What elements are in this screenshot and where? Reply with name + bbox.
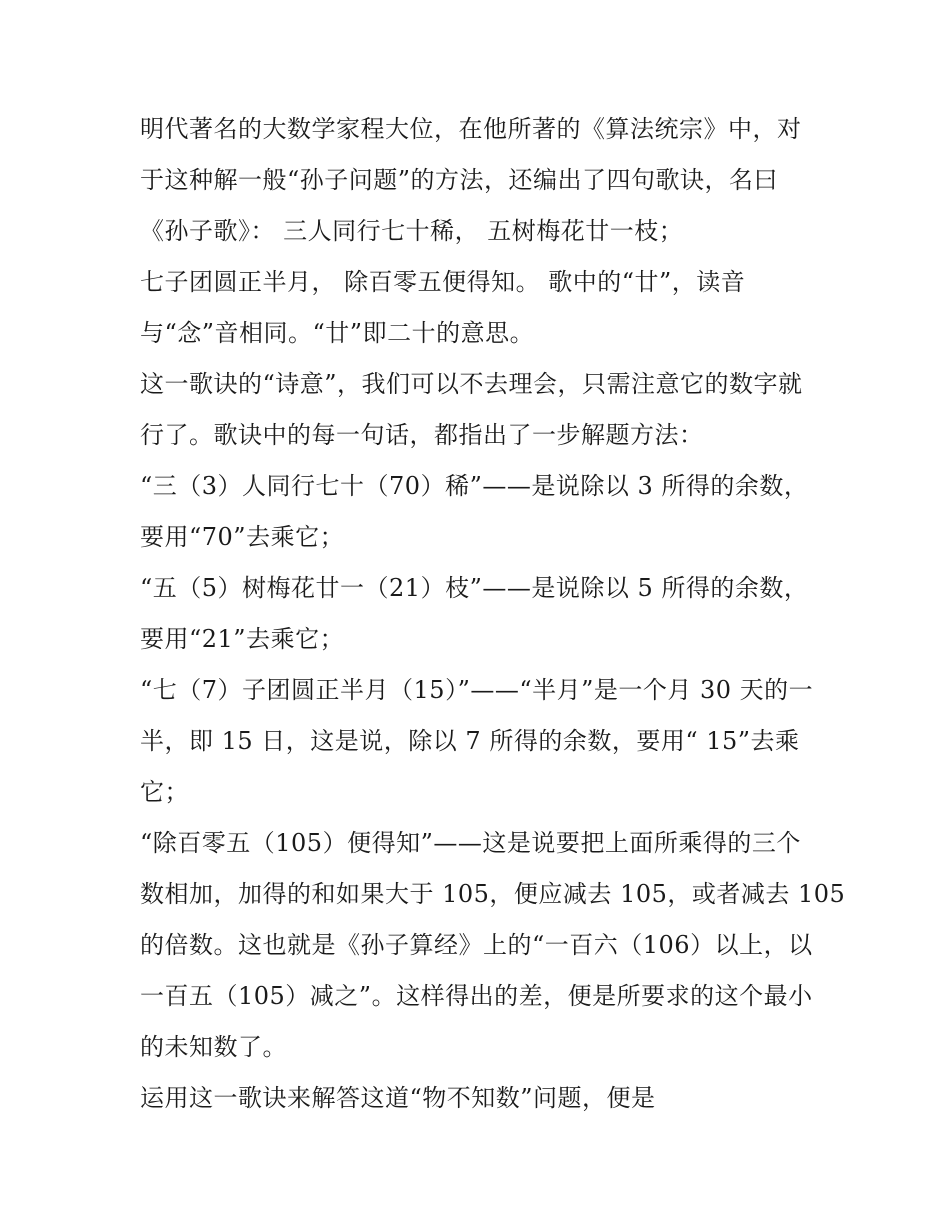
- text-line: 七子团圆正半月， 除百零五便得知。 歌中的“廿”，读音: [140, 268, 746, 296]
- text-line: “除百零五（105）便得知”——这是说要把上面所乘得的三个: [140, 829, 801, 857]
- text-line: “三（3）人同行七十（70）稀”——是说除以 3 所得的余数，: [140, 472, 809, 500]
- text-line: 的未知数了。: [140, 1033, 287, 1061]
- text-line: 《孙子歌》： 三人同行七十稀， 五树梅花廿一枝；: [140, 217, 684, 245]
- text-line: 数相加，加得的和如果大于 105，便应减去 105，或者减去 105: [140, 880, 846, 908]
- text-line: 一百五（105）减之”。这样得出的差，便是所要求的这个最小: [140, 982, 813, 1010]
- text-line: 它；: [140, 778, 189, 806]
- text-line: 要用“70”去乘它；: [140, 523, 345, 551]
- text-line: 与“念”音相同。“廿”即二十的意思。: [140, 319, 535, 347]
- document-body: [140, 104, 846, 1124]
- text-line: “七（7）子团圆正半月（15）”——“半月”是一个月 30 天的一: [140, 676, 814, 704]
- text-line: 半，即 15 日，这是说，除以 7 所得的余数，要用“ 15”去乘: [140, 727, 800, 755]
- text-line: 行了。歌诀中的每一句话，都指出了一步解题方法：: [140, 421, 704, 449]
- text-line: “五（5）树梅花廿一（21）枝”——是说除以 5 所得的余数，: [140, 574, 809, 602]
- text-line: 的倍数。这也就是《孙子算经》上的“一百六（106）以上，以: [140, 931, 813, 959]
- text-line: 于这种解一般“孙子问题”的方法，还编出了四句歌诀，名曰: [140, 166, 779, 194]
- text-line: 要用“21”去乘它；: [140, 625, 345, 653]
- text-line: 明代著名的大数学家程大位，在他所著的《算法统宗》中，对: [140, 115, 802, 143]
- text-line: 运用这一歌诀来解答这道“物不知数”问题，便是: [140, 1084, 656, 1112]
- text-line: 这一歌诀的“诗意”，我们可以不去理会，只需注意它的数字就: [140, 370, 803, 398]
